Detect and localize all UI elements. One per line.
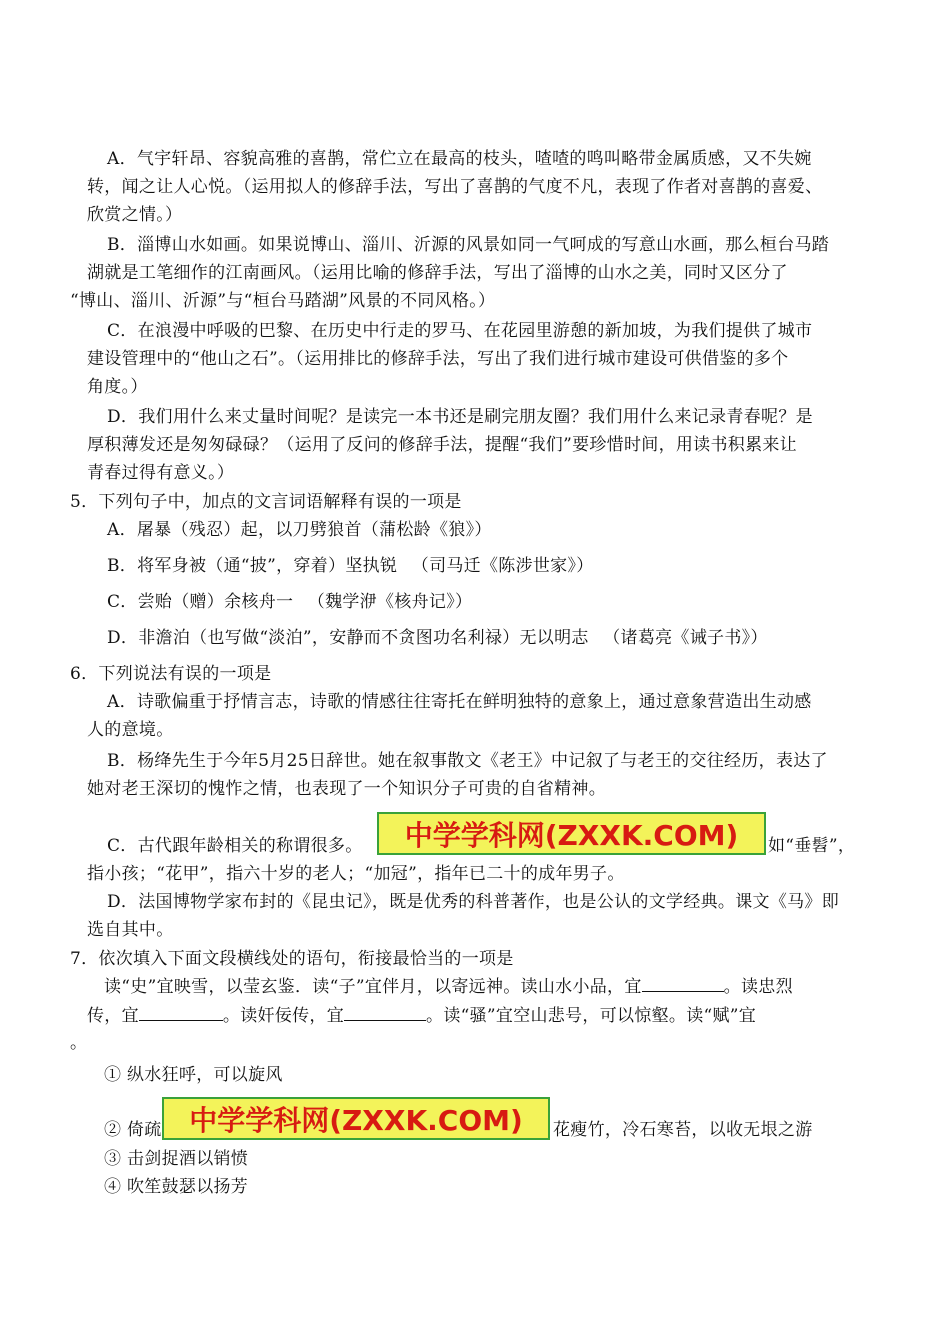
option-d-line1: D．我们用什么来丈量时间呢？是读完一本书还是刷完朋友圈？我们用什么来记录青春呢？是 [107,407,813,427]
q5-option-d: D．非澹泊（也写做“淡泊”，安静而不贪图功名利禄）无以明志 （诸葛亮《诫子书》） [107,628,768,648]
fill-blank-2 [139,1004,223,1021]
option-b-line2: 湖就是工笔细作的江南画风。（运用比喻的修辞手法，写出了淄博的山水之美，同时又区分了 [87,263,788,283]
q7-option-3: ③ 击剑捉酒以销愤 [104,1149,249,1169]
q5-option-b: B．将军身被（通“披”，穿着）坚执锐 （司马迁《陈涉世家》） [107,556,594,576]
q6-option-d-line1: D．法国博物学家布封的《昆虫记》，既是优秀的科普著作，也是公认的文学经典。课文《马》即 [107,892,840,912]
option-d-line2: 厚积薄发还是匆匆碌碌？（运用了反问的修辞手法，提醒“我们”要珍惜时间，用读书积累来让 [87,435,797,455]
q6-option-d-line2: 选自其中。 [87,920,174,940]
q7-passage-line3: 。 [70,1033,88,1053]
option-c-line3: 角度。） [87,377,148,397]
q7-passage-text-4: 。读奸佞传，宜 [222,1006,345,1026]
question-6-title: 6．下列说法有误的一项是 [70,664,272,684]
question-5-title: 5．下列句子中，加点的文言词语解释有误的一项是 [70,492,462,512]
q7-option-2-start: ② 倚疏 [104,1120,162,1140]
q7-option-1: ① 纵水狂呼，可以旋风 [104,1065,283,1085]
watermark-banner-1: 中学学科网(ZXXK.COM) [377,812,766,855]
q6-option-b-line2: 她对老王深切的愧怍之情，也表现了一个知识分子可贵的自省精神。 [87,779,606,799]
question-7-title: 7．依次填入下面文段横线处的语句，衔接最恰当的一项是 [70,949,514,969]
q7-passage-line2 [87,1004,756,1028]
option-c-line2: 建设管理中的“他山之石”。（运用排比的修辞手法，写出了我们进行城市建设可供借鉴的多个 [87,349,789,369]
option-b-line1: B．淄博山水如画。如果说博山、淄川、沂源的风景如同一气呵成的写意山水画，那么桓台马踏 [107,235,830,255]
q7-option-2-end: 花瘦竹，冷石寒苔，以收无垠之游 [553,1120,813,1140]
q5-option-c: C．尝贻（赠）余核舟一 （魏学洢《核舟记》） [107,592,473,612]
option-c-line1: C．在浪漫中呼吸的巴黎、在历史中行走的罗马、在花园里游憩的新加坡，为我们提供了城市 [107,321,813,341]
q7-passage-text-3: 传，宜 [87,1006,139,1026]
q7-passage-text-2: 。读忠烈 [723,977,793,997]
q5-option-a: A．屠暴（残忍）起，以刀劈狼首（蒲松龄《狼》） [107,520,492,540]
option-d-line3: 青春过得有意义。） [87,463,235,483]
q6-option-c-line1: C．古代跟年龄相关的称谓很多。 [107,836,363,856]
q7-passage-line1 [104,975,793,999]
fill-blank-3 [344,1004,426,1021]
option-b-line3: “博山、淄川、沂源”与“桓台马踏湖”风景的不同风格。） [70,291,496,311]
q6-option-c-line1-end: 如“垂髫”， [768,836,856,856]
fill-blank-1 [642,975,724,992]
q6-option-a-line1: A．诗歌偏重于抒情言志，诗歌的情感往往寄托在鲜明独特的意象上，通过意象营造出生动感 [107,692,812,712]
q7-option-4: ④ 吹笙鼓瑟以扬芳 [104,1177,249,1197]
q7-passage-text-1: 读“史”宜映雪，以莹玄鉴．读“子”宜伴月，以寄远神。读山水小品，宜 [104,977,642,997]
q6-option-a-line2: 人的意境。 [87,720,174,740]
option-a-line1: A．气宇轩昂、容貌高雅的喜鹊，常伫立在最高的枝头，喳喳的鸣叫略带金属质感，又不失婉 [107,149,812,169]
option-a-line3: 欣赏之情。） [87,205,183,225]
option-a-line2: 转，闻之让人心悦。（运用拟人的修辞手法，写出了喜鹊的气度不凡，表现了作者对喜鹊的喜爱、 [87,177,823,197]
q7-passage-text-5: 。读“骚”宜空山悲号，可以惊壑。读“赋”宜 [426,1006,757,1026]
watermark-banner-2: 中学学科网(ZXXK.COM) [162,1097,550,1140]
q6-option-b-line1: B．杨绛先生于今年5月25日辞世。她在叙事散文《老王》中记叙了与老王的交往经历，表达了 [107,751,828,771]
q6-option-c-line2: 指小孩；“花甲”，指六十岁的老人；“加冠”，指年已二十的成年男子。 [87,864,625,884]
